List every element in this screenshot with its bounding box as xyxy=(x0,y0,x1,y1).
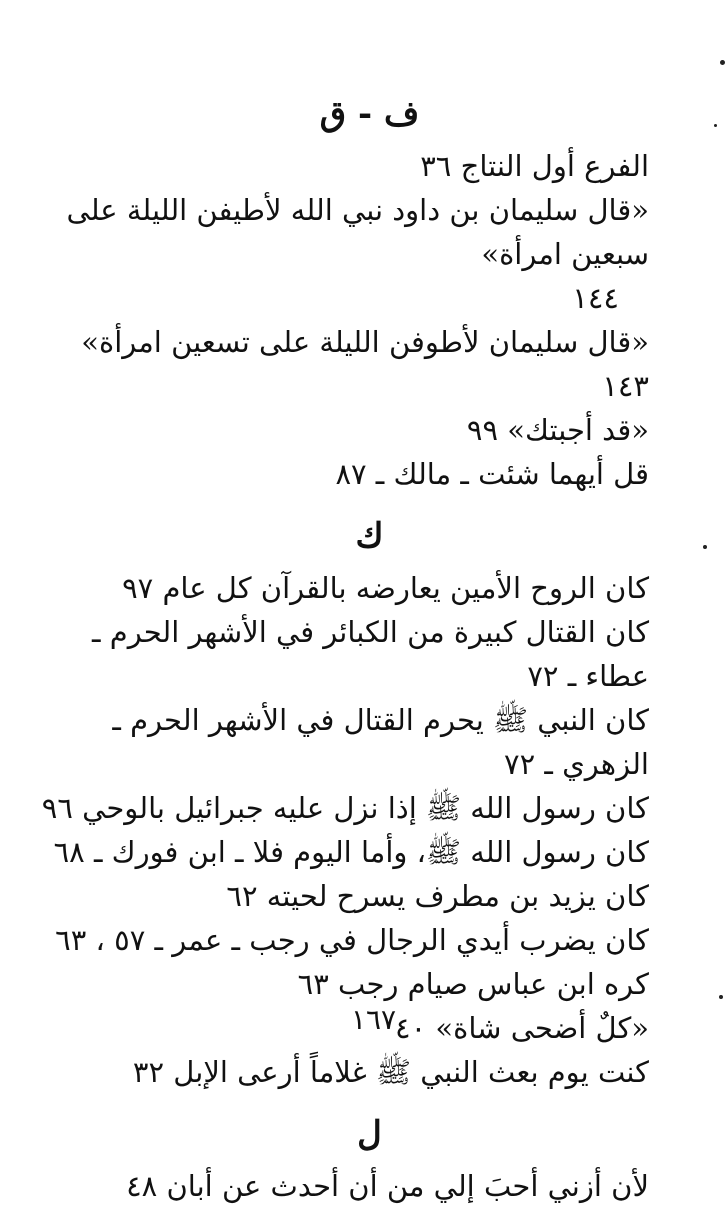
section-heading: ل xyxy=(357,1114,382,1154)
index-entry: «قال سليمان لأطوفن الليلة على تسعين امرأة» ١٤٣ xyxy=(81,325,649,403)
page-number: ١٦٧ xyxy=(350,1003,397,1036)
margin-dot xyxy=(720,60,725,65)
index-entry: «قال سليمان بن داود نبي الله لأطيفن الليلة على سبعين امرأة» xyxy=(66,193,649,271)
index-entry: كان القتال كبيرة من الكبائر في الأشهر الحرم ـ عطاء ـ ٧٢ xyxy=(92,615,649,693)
index-entry: كان رسول الله ﷺ إذا نزل عليه جبرائيل بالوحي ٩٦ xyxy=(41,791,649,825)
index-entry: كان الروح الأمين يعارضه بالقرآن كل عام ٩٧ xyxy=(122,571,649,605)
index-entry: كان يضرب أيدي الرجال في رجب ـ عمر ـ ٥٧ ، ٦٣ xyxy=(55,923,649,957)
margin-dot xyxy=(714,124,717,127)
index-entry: لأن أزني أحبَ إلي من أن أحدث عن أبان ٤٨ xyxy=(126,1169,649,1203)
index-entry: كره ابن عباس صيام رجب ٦٣ xyxy=(297,967,649,1001)
index-entry: «قد أجبتك» ٩٩ xyxy=(466,413,649,447)
index-entry: قل أيهما شئت ـ مالك ـ ٨٧ xyxy=(335,457,649,491)
index-entry: الفرع أول النتاج ٣٦ xyxy=(420,149,649,183)
margin-dot xyxy=(719,995,723,999)
index-entry: كان النبي ﷺ يحرم القتال في الأشهر الحرم ـ الزهري ـ ٧٢ xyxy=(112,703,649,781)
index-entry: كان رسول الله ﷺ، وأما اليوم فلا ـ ابن فورك ـ ٦٨ xyxy=(53,835,649,869)
margin-dot xyxy=(703,545,707,549)
index-content xyxy=(40,84,649,1218)
index-entry: «كلٌ أضحى شاة» ٤٠ xyxy=(395,1011,649,1045)
index-entry: كنت يوم بعث النبي ﷺ غلاماً أرعى الإبل ٣٢ xyxy=(132,1055,649,1089)
section-fa-qaf xyxy=(40,84,649,496)
index-entry-continuation: ١٤٤ xyxy=(572,281,619,315)
section-heading: ف - ق xyxy=(319,94,420,134)
section-heading: ك xyxy=(355,516,384,556)
index-entry: كان يزيد بن مطرف يسرح لحيته ٦٢ xyxy=(226,879,649,913)
section-lam xyxy=(40,1104,649,1208)
